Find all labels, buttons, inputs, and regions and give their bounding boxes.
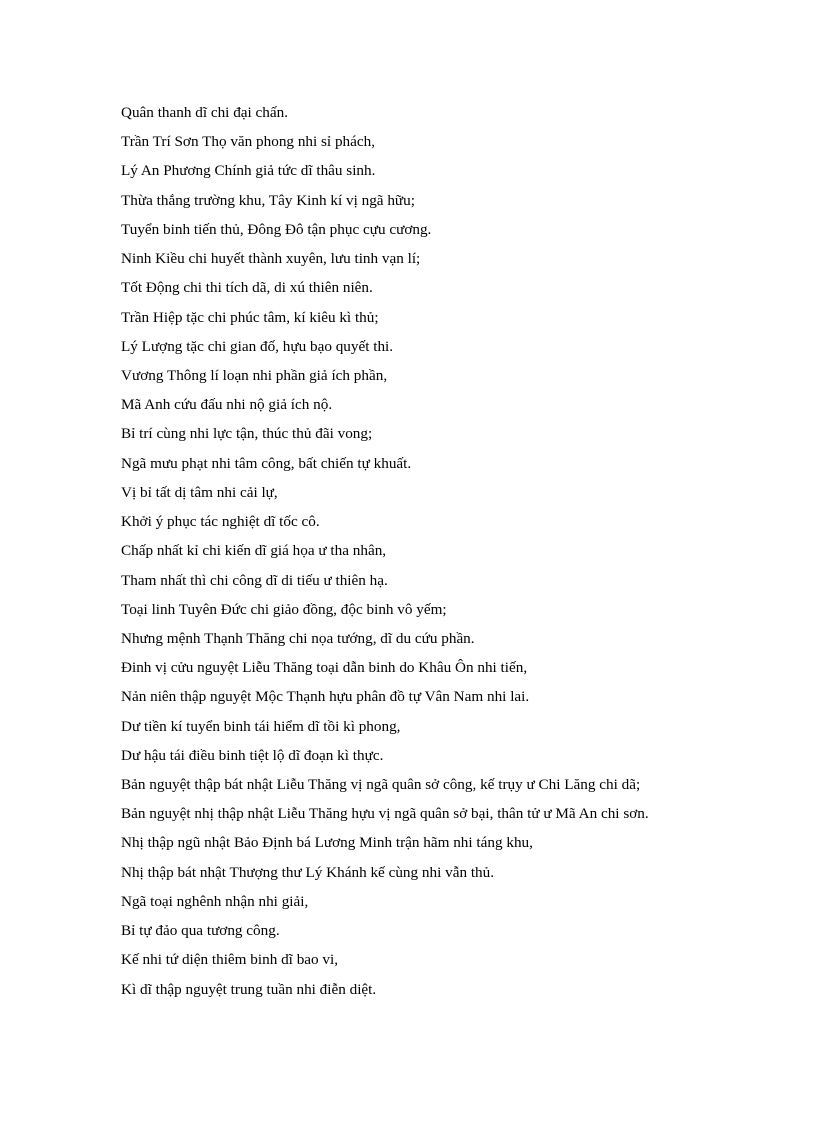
poem-line: Bỉ trí cùng nhi lực tận, thúc thủ đãi vong; <box>121 425 373 443</box>
poem-line: Lý An Phương Chính giả tức dĩ thâu sinh. <box>121 162 376 180</box>
poem-line: Vị bỉ tất dị tâm nhi cải lự, <box>121 483 278 501</box>
poem-line: Trần Trí Sơn Thọ văn phong nhi sỉ phách, <box>121 133 376 151</box>
poem-line: Vương Thông lí loạn nhi phần giả ích phần, <box>121 366 388 384</box>
poem-line: Kì dĩ thập nguyệt trung tuần nhi điễn diệt. <box>121 980 377 998</box>
poem-line: Chấp nhất kỉ chi kiến dĩ giá họa ư tha nhân, <box>121 542 387 560</box>
poem-line: Khởi ý phục tác nghiệt dĩ tốc cô. <box>121 513 320 531</box>
poem-line: Nản niên thập nguyệt Mộc Thạnh hựu phân đồ tự Vân Nam nhi lai. <box>121 688 530 706</box>
poem-line: Ninh Kiều chi huyết thành xuyên, lưu tinh vạn lí; <box>121 250 421 268</box>
poem-line: Bản nguyệt thập bát nhật Liễu Thăng vị ngã quân sở công, kế trụy ư Chi Lăng chi dã; <box>121 776 641 794</box>
poem-line: Nhị thập ngũ nhật Bảo Định bá Lương Minh trận hãm nhi táng khu, <box>121 834 533 852</box>
poem-line: Tốt Động chi thi tích dã, di xú thiên niên. <box>121 279 373 297</box>
poem-line: Toại linh Tuyên Đức chi giảo đồng, độc binh vô yếm; <box>121 600 447 618</box>
poem-line: Ngã toại nghênh nhận nhi giải, <box>121 892 309 910</box>
poem-line: Bản nguyệt nhị thập nhật Liễu Thăng hựu vị ngã quân sở bại, thân tử ư Mã An chi sơn. <box>121 805 649 823</box>
poem-line: Dư tiền kí tuyển binh tái hiểm dĩ tồi kì phong, <box>121 717 401 735</box>
poem-line: Nhưng mệnh Thạnh Thăng chi nọa tướng, dĩ du cứu phần. <box>121 629 475 647</box>
poem-line: Ngã mưu phạt nhi tâm công, bất chiến tự khuất. <box>121 454 412 472</box>
poem-line: Nhị thập bát nhật Thượng thư Lý Khánh kế cùng nhi vẫn thủ. <box>121 863 495 881</box>
poem-line: Tham nhất thì chi công dĩ di tiếu ư thiên hạ. <box>121 571 388 589</box>
poem-line: Tuyển binh tiến thủ, Đông Đô tận phục cựu cương. <box>121 220 432 238</box>
poem-line: Trần Hiệp tặc chi phúc tâm, kí kiêu kì thủ; <box>121 308 379 326</box>
poem-text-block <box>121 98 721 1004</box>
poem-line: Bỉ tự đảo qua tương công. <box>121 922 280 940</box>
poem-line: Đinh vị cửu nguyệt Liễu Thăng toại dẫn binh do Khâu Ôn nhi tiến, <box>121 659 528 677</box>
poem-line: Dư hậu tái điều binh tiệt lộ dĩ đoạn kì thực. <box>121 746 384 764</box>
poem-line: Kế nhi tứ diện thiêm binh dĩ bao vi, <box>121 951 339 969</box>
poem-line: Quân thanh dĩ chi đại chấn. <box>121 104 289 121</box>
poem-line: Thừa thắng trường khu, Tây Kinh kí vị ngã hữu; <box>121 191 415 209</box>
poem-line: Mã Anh cứu đấu nhi nộ giả ích nộ. <box>121 396 333 414</box>
poem-line: Lý Lượng tặc chi gian đố, hựu bạo quyết thi. <box>121 337 394 355</box>
